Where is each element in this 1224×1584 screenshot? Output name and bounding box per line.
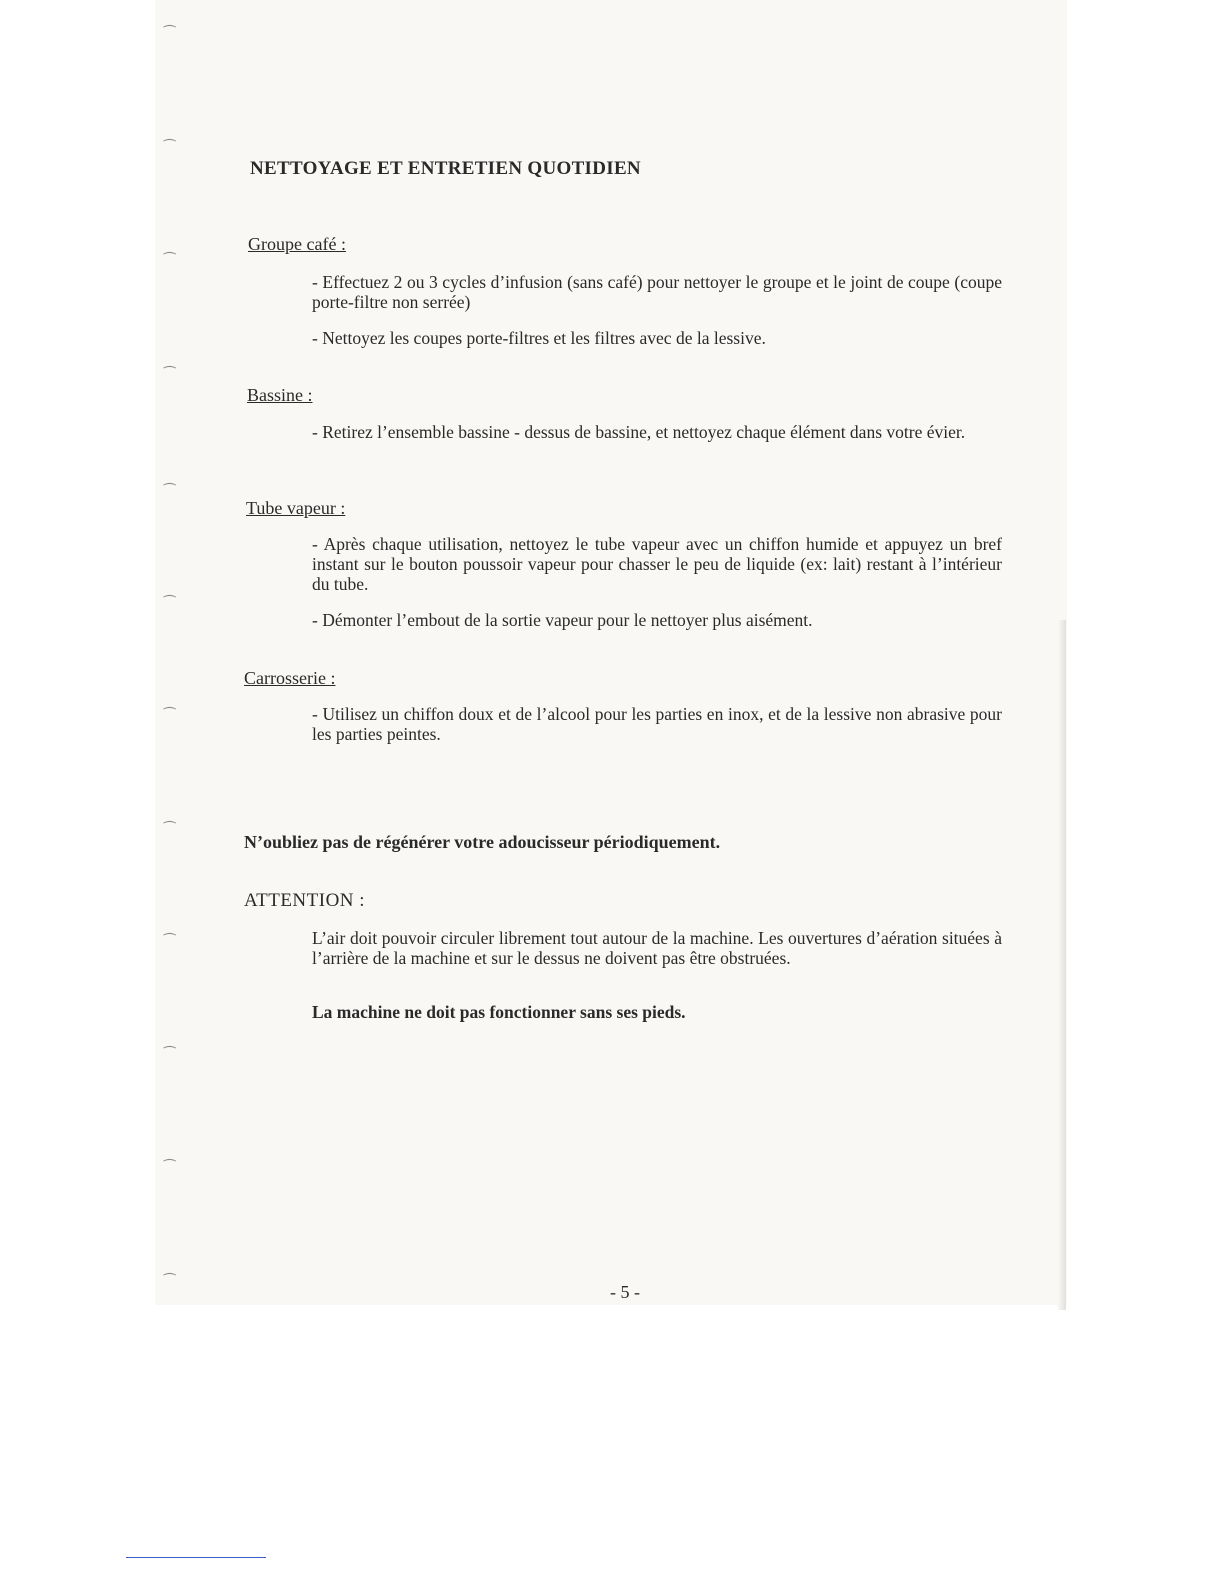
softener-reminder: N’oubliez pas de régénérer votre adoucisseur périodiquement. [244,832,721,852]
paragraph: - Effectuez 2 ou 3 cycles d’infusion (sans café) pour nettoyer le groupe et le joint de coupe (coupe porte-filtre non serrée) [312,272,1002,312]
paragraph: - Retirez l’ensemble bassine - dessus de bassine, et nettoyez chaque élément dans votre évier. [312,422,966,442]
binding-mark: ⁀ [164,934,176,950]
scanned-page [155,0,1067,1305]
binding-mark: ⁀ [164,484,176,500]
binding-mark: ⁀ [164,596,176,612]
binding-mark: ⁀ [164,253,176,269]
paragraph: - Utilisez un chiffon doux et de l’alcool pour les parties en inox, et de la lessive non abrasive pour les parties peintes. [312,704,1002,744]
section-heading-carrosserie: Carrosserie : [244,668,336,688]
binding-mark: ⁀ [164,1160,176,1176]
page-title: NETTOYAGE ET ENTRETIEN QUOTIDIEN [250,158,641,179]
binding-mark: ⁀ [164,140,176,156]
paragraph: - Démonter l’embout de la sortie vapeur pour le nettoyer plus aisément. [312,610,813,630]
attention-paragraph: L’air doit pouvoir circuler librement tout autour de la machine. Les ouvertures d’aération situées à l’arrière de la machine et sur le dessus ne doivent pas être obstruées. [312,928,1002,968]
attention-heading: ATTENTION : [244,890,366,911]
paragraph: - Après chaque utilisation, nettoyez le tube vapeur avec un chiffon humide et appuyez un bref instant sur le bouton poussoir vapeur pour chasser le peu de liquide (ex: lait) restant à l’intérieur du tube. [312,534,1002,594]
binding-mark: ⁀ [164,1274,176,1290]
page-number: - 5 - [610,1282,640,1302]
section-heading-groupe-cafe: Groupe café : [248,234,346,254]
section-heading-tube-vapeur: Tube vapeur : [246,498,346,518]
footer-rule [126,1557,266,1558]
binding-mark: ⁀ [164,26,176,42]
binding-mark: ⁀ [164,708,176,724]
attention-warning: La machine ne doit pas fonctionner sans ses pieds. [312,1002,686,1022]
paragraph: - Nettoyez les coupes porte-filtres et les filtres avec de la lessive. [312,328,766,348]
section-heading-bassine: Bassine : [247,385,313,405]
page-edge-shadow [1058,620,1066,1310]
binding-mark: ⁀ [164,822,176,838]
binding-mark: ⁀ [164,367,176,383]
binding-mark: ⁀ [164,1047,176,1063]
